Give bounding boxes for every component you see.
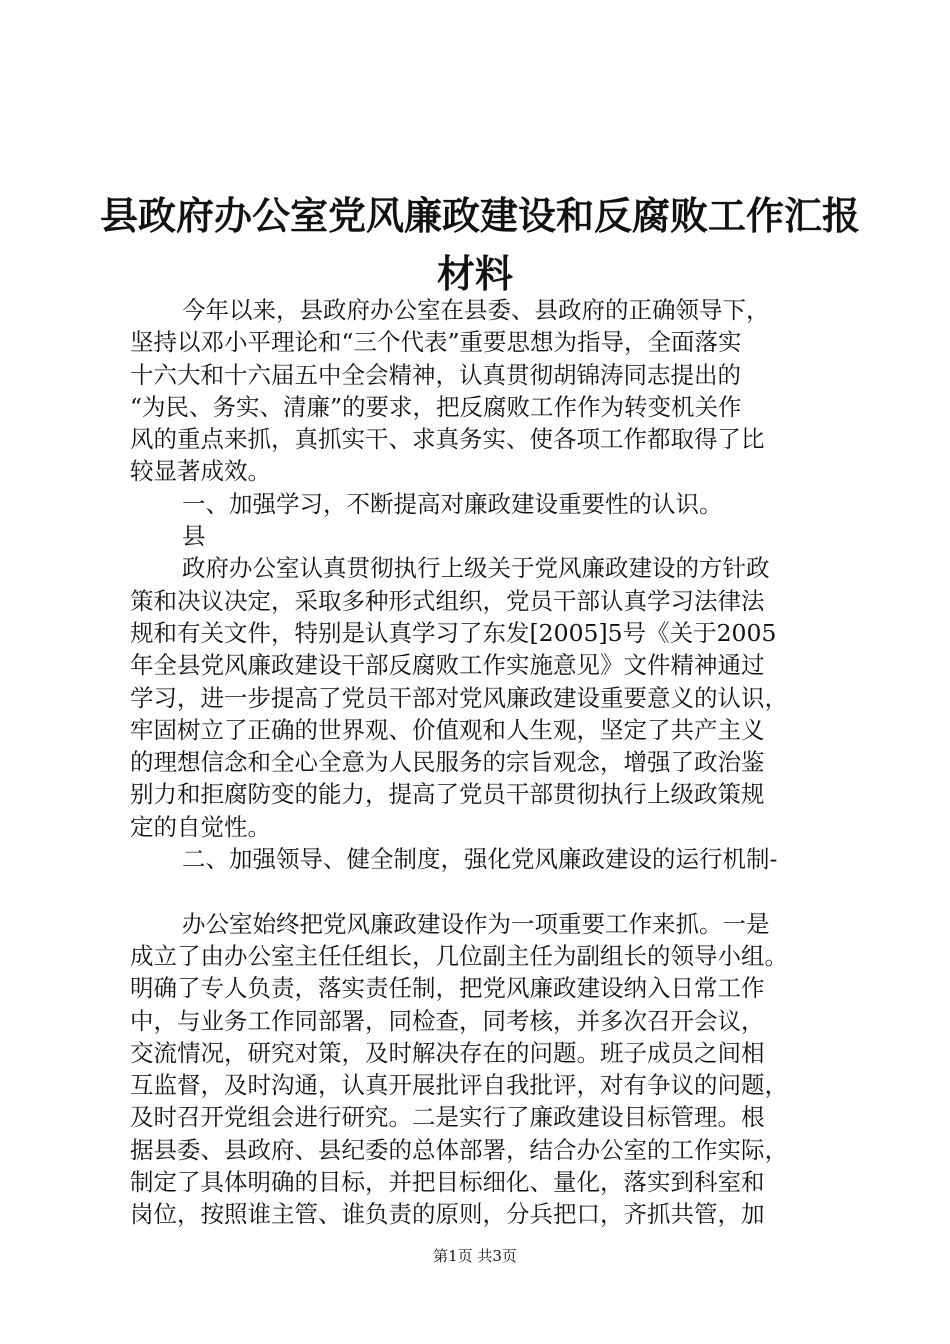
body-line: 交流情况，研究对策，及时解决存在的问题。班子成员之间相 (130, 1038, 765, 1067)
page-number-footer: 第1页 共3页 (433, 1247, 517, 1265)
body-line: 年全县党风廉政建设干部反腐败工作实施意见》文件精神通过 (130, 651, 765, 680)
body-line: 规和有关文件，特别是认真学习了东发[2005]5号《关于2005 (130, 618, 777, 647)
body-line: 成立了由办公室主任任组长，几位副主任为副组长的领导小组。 (130, 941, 788, 970)
body-line: 别力和拒腐防变的能力，提高了党员干部贯彻执行上级政策规 (130, 780, 765, 809)
body-line: 中，与业务工作同部署，同检查，同考核，并多次召开会议， (130, 1006, 765, 1035)
body-line: 策和决议决定，采取多种形式组织，党员干部认真学习法律法 (130, 586, 765, 615)
body-line: 风的重点来抓，真抓实干、求真务实、使各项工作都取得了比 (130, 425, 765, 454)
document-title-line-2: 材料 (436, 251, 513, 296)
body-line: 的理想信念和全心全意为人民服务的宗旨观念，增强了政治鉴 (130, 748, 765, 777)
body-line: 县 (182, 522, 206, 551)
body-line: 明确了专人负责，落实责任制，把党风廉政建设纳入日常工作 (130, 974, 765, 1003)
body-line: 牢固树立了正确的世界观、价值观和人生观，坚定了共产主义 (130, 715, 765, 744)
body-line: “为民、务实、清廉”的要求，把反腐败工作作为转变机关作 (130, 392, 742, 421)
document-body (130, 294, 840, 1231)
body-line: 政府办公室认真贯彻执行上级关于党风廉政建设的方针政 (182, 554, 770, 583)
body-line: 据县委、县政府、县纪委的总体部署，结合办公室的工作实际， (130, 1135, 788, 1164)
section-heading-2: 二、加强领导、健全制度，强化党风廉政建设的运行机制- (182, 845, 778, 874)
body-line: 互监督，及时沟通，认真开展批评自我批评，对有争议的问题， (130, 1071, 788, 1100)
body-line: 学习，进一步提高了党员干部对党风廉政建设重要意义的认识， (130, 683, 788, 712)
body-line: 较显著成效。 (130, 457, 271, 486)
blank-line (130, 875, 840, 907)
body-line: 今年以来，县政府办公室在县委、县政府的正确领导下， (182, 296, 770, 324)
document-title-line-1: 县政府办公室党风廉政建设和反腐败工作汇报 (100, 193, 861, 238)
section-heading-1: 一、加强学习，不断提高对廉政建设重要性的认识。 (182, 489, 723, 518)
body-line: 坚持以邓小平理论和“三个代表”重要思想为指导，全面落实 (130, 328, 742, 357)
body-line: 制定了具体明确的目标，并把目标细化、量化，落实到科室和 (130, 1168, 765, 1197)
body-line: 定的自觉性。 (130, 812, 271, 841)
body-line: 及时召开党组会进行研究。二是实行了廉政建设目标管理。根 (130, 1103, 765, 1132)
body-line: 岗位，按照谁主管、谁负责的原则，分兵把口，齐抓共管，加 (130, 1200, 765, 1229)
body-line: 十六大和十六届五中全会精神，认真贯彻胡锦涛同志提出的 (130, 360, 741, 389)
body-line: 办公室始终把党风廉政建设作为一项重要工作来抓。一是 (182, 909, 770, 938)
